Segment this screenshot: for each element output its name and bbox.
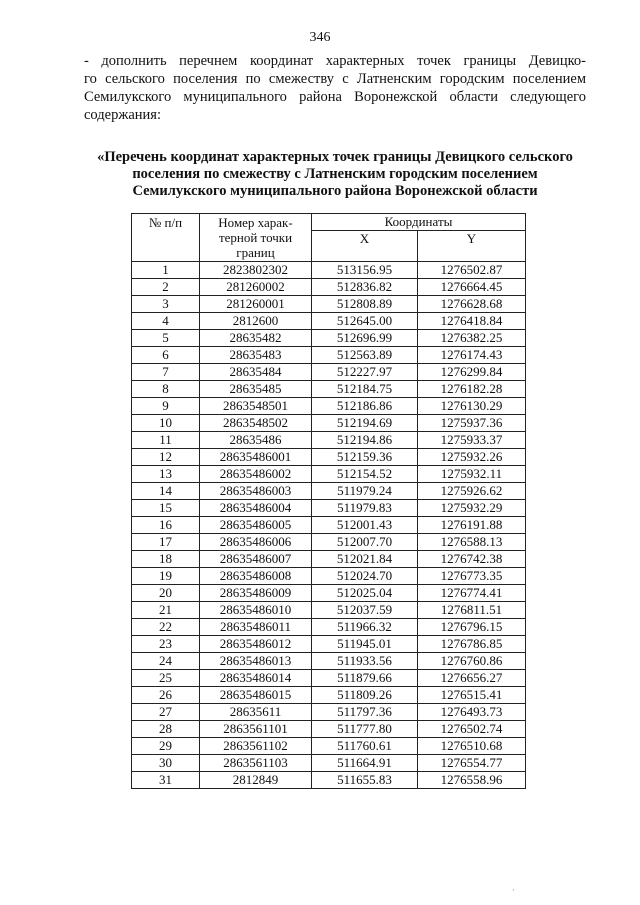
cell-point-id: 2863548502: [200, 415, 312, 432]
cell-number: 30: [132, 755, 200, 772]
cell-number: 24: [132, 653, 200, 670]
table-row: [132, 636, 526, 653]
cell-y: 1276773.35: [418, 568, 526, 585]
table-row: [132, 619, 526, 636]
page-number: 346: [309, 30, 331, 45]
cell-point-id: 28635486001: [200, 449, 312, 466]
cell-y: 1275937.36: [418, 415, 526, 432]
cell-point-id: 28635486014: [200, 670, 312, 687]
cell-x: 511809.26: [312, 687, 418, 704]
cell-x: 513156.95: [312, 262, 418, 279]
cell-number: 15: [132, 500, 200, 517]
cell-number: 1: [132, 262, 200, 279]
cell-number: 14: [132, 483, 200, 500]
cell-x: 512001.43: [312, 517, 418, 534]
cell-y: 1276502.74: [418, 721, 526, 738]
cell-point-id: 28635486002: [200, 466, 312, 483]
cell-y: 1276742.38: [418, 551, 526, 568]
cell-x: 511777.80: [312, 721, 418, 738]
cell-point-id: 2812600: [200, 313, 312, 330]
cell-y: 1276502.87: [418, 262, 526, 279]
cell-number: 27: [132, 704, 200, 721]
table-row: [132, 432, 526, 449]
cell-point-id: 28635486011: [200, 619, 312, 636]
cell-y: 1276382.25: [418, 330, 526, 347]
table-header: [132, 214, 526, 262]
cell-x: 511797.36: [312, 704, 418, 721]
cell-x: 512186.86: [312, 398, 418, 415]
cell-y: 1276811.51: [418, 602, 526, 619]
cell-number: 22: [132, 619, 200, 636]
cell-y: 1276182.28: [418, 381, 526, 398]
cell-number: 12: [132, 449, 200, 466]
cell-point-id: 28635486006: [200, 534, 312, 551]
cell-point-id: 28635486003: [200, 483, 312, 500]
cell-number: 3: [132, 296, 200, 313]
cell-y: 1276554.77: [418, 755, 526, 772]
table-row: [132, 602, 526, 619]
cell-y: 1276130.29: [418, 398, 526, 415]
cell-point-id: 28635483: [200, 347, 312, 364]
heading-line: поселения по смежеству с Латненским городским поселением: [132, 166, 538, 182]
table-row: [132, 500, 526, 517]
heading-line: Семилукского муниципального района Воронежской области: [132, 183, 538, 199]
cell-number: 10: [132, 415, 200, 432]
table-row: [132, 262, 526, 279]
cell-point-id: 28635486007: [200, 551, 312, 568]
table-row: [132, 653, 526, 670]
intro-line: содержания:: [84, 107, 162, 123]
table-row: [132, 687, 526, 704]
cell-point-id: 28635486015: [200, 687, 312, 704]
cell-point-id: 281260002: [200, 279, 312, 296]
cell-number: 11: [132, 432, 200, 449]
table-row: [132, 364, 526, 381]
cell-y: 1276760.86: [418, 653, 526, 670]
cell-y: 1276796.15: [418, 619, 526, 636]
cell-x: 511966.32: [312, 619, 418, 636]
cell-x: 512194.69: [312, 415, 418, 432]
cell-y: 1276774.41: [418, 585, 526, 602]
cell-number: 8: [132, 381, 200, 398]
cell-y: 1275932.29: [418, 500, 526, 517]
cell-x: 512808.89: [312, 296, 418, 313]
cell-point-id: 2823802302: [200, 262, 312, 279]
cell-point-id: 28635486012: [200, 636, 312, 653]
cell-y: 1276588.13: [418, 534, 526, 551]
table-row: [132, 670, 526, 687]
coordinates-table: [131, 213, 526, 789]
cell-number: 16: [132, 517, 200, 534]
column-header-number: № п/п: [132, 214, 200, 262]
cell-x: 511760.61: [312, 738, 418, 755]
table-row: [132, 296, 526, 313]
table-row: [132, 330, 526, 347]
cell-number: 6: [132, 347, 200, 364]
column-header-x: X: [312, 231, 418, 262]
cell-x: 512194.86: [312, 432, 418, 449]
cell-point-id: 28635484: [200, 364, 312, 381]
intro-paragraph: [84, 52, 586, 124]
column-header-y: Y: [418, 231, 526, 262]
cell-x: 512563.89: [312, 347, 418, 364]
page-corner-mark: ·: [512, 885, 515, 895]
cell-x: 512184.75: [312, 381, 418, 398]
cell-point-id: 2863561102: [200, 738, 312, 755]
cell-x: 512037.59: [312, 602, 418, 619]
cell-y: 1275933.37: [418, 432, 526, 449]
cell-x: 512836.82: [312, 279, 418, 296]
table-row: [132, 483, 526, 500]
cell-point-id: 2863561101: [200, 721, 312, 738]
cell-x: 512159.36: [312, 449, 418, 466]
table-row: [132, 398, 526, 415]
cell-x: 511879.66: [312, 670, 418, 687]
cell-x: 512645.00: [312, 313, 418, 330]
table-row: [132, 755, 526, 772]
cell-y: 1275926.62: [418, 483, 526, 500]
cell-point-id: 281260001: [200, 296, 312, 313]
table-row: [132, 347, 526, 364]
intro-line: Семилукского муниципального района Воронежской области следующего: [84, 89, 586, 105]
table-row: [132, 721, 526, 738]
cell-point-id: 28635486: [200, 432, 312, 449]
cell-y: 1276786.85: [418, 636, 526, 653]
cell-number: 4: [132, 313, 200, 330]
table-row: [132, 738, 526, 755]
intro-line: го сельского поселения по смежеству с Латненским городским поселением: [84, 71, 586, 87]
table-row: [132, 279, 526, 296]
cell-number: 26: [132, 687, 200, 704]
cell-x: 511655.83: [312, 772, 418, 789]
cell-number: 17: [132, 534, 200, 551]
cell-y: 1276418.84: [418, 313, 526, 330]
cell-x: 512227.97: [312, 364, 418, 381]
cell-point-id: 28635486009: [200, 585, 312, 602]
table-row: [132, 466, 526, 483]
cell-number: 28: [132, 721, 200, 738]
table-row: [132, 534, 526, 551]
cell-x: 512024.70: [312, 568, 418, 585]
cell-y: 1276515.41: [418, 687, 526, 704]
cell-number: 21: [132, 602, 200, 619]
cell-x: 511979.83: [312, 500, 418, 517]
table-row: [132, 517, 526, 534]
cell-x: 512025.04: [312, 585, 418, 602]
cell-y: 1276510.68: [418, 738, 526, 755]
cell-point-id: 28635486004: [200, 500, 312, 517]
cell-number: 31: [132, 772, 200, 789]
cell-y: 1276191.88: [418, 517, 526, 534]
cell-x: 511945.01: [312, 636, 418, 653]
cell-x: 511979.24: [312, 483, 418, 500]
cell-x: 512154.52: [312, 466, 418, 483]
cell-point-id: 2863561103: [200, 755, 312, 772]
table-row: [132, 551, 526, 568]
cell-x: 511664.91: [312, 755, 418, 772]
cell-point-id: 28635486008: [200, 568, 312, 585]
cell-point-id: 2812849: [200, 772, 312, 789]
table-row: [132, 381, 526, 398]
cell-x: 512021.84: [312, 551, 418, 568]
cell-number: 5: [132, 330, 200, 347]
cell-y: 1276664.45: [418, 279, 526, 296]
cell-number: 7: [132, 364, 200, 381]
table-row: [132, 568, 526, 585]
cell-number: 19: [132, 568, 200, 585]
cell-point-id: 28635611: [200, 704, 312, 721]
table-row: [132, 704, 526, 721]
heading-line: «Перечень координат характерных точек границы Девицкого сельского: [97, 149, 573, 165]
table-row: [132, 415, 526, 432]
cell-number: 13: [132, 466, 200, 483]
cell-point-id: 28635486010: [200, 602, 312, 619]
column-header-coordinates: Координаты: [312, 214, 526, 231]
cell-y: 1276558.96: [418, 772, 526, 789]
cell-x: 512007.70: [312, 534, 418, 551]
cell-point-id: 28635482: [200, 330, 312, 347]
cell-number: 29: [132, 738, 200, 755]
table-row: [132, 772, 526, 789]
table-body: [132, 262, 526, 789]
table-row: [132, 585, 526, 602]
list-heading: [84, 149, 586, 200]
cell-x: 512696.99: [312, 330, 418, 347]
cell-point-id: 28635486013: [200, 653, 312, 670]
cell-y: 1275932.26: [418, 449, 526, 466]
cell-point-id: 28635485: [200, 381, 312, 398]
cell-y: 1276656.27: [418, 670, 526, 687]
cell-number: 23: [132, 636, 200, 653]
cell-point-id: 28635486005: [200, 517, 312, 534]
cell-y: 1276493.73: [418, 704, 526, 721]
cell-y: 1276174.43: [418, 347, 526, 364]
cell-number: 25: [132, 670, 200, 687]
cell-y: 1276299.84: [418, 364, 526, 381]
cell-number: 20: [132, 585, 200, 602]
table-row: [132, 449, 526, 466]
cell-y: 1275932.11: [418, 466, 526, 483]
cell-number: 2: [132, 279, 200, 296]
cell-number: 18: [132, 551, 200, 568]
cell-x: 511933.56: [312, 653, 418, 670]
cell-y: 1276628.68: [418, 296, 526, 313]
table-row: [132, 313, 526, 330]
cell-point-id: 2863548501: [200, 398, 312, 415]
intro-line: - дополнить перечнем координат характерных точек границы Девицко-: [84, 53, 586, 69]
column-header-point: Номер харак- терной точки границ: [200, 214, 312, 262]
cell-number: 9: [132, 398, 200, 415]
